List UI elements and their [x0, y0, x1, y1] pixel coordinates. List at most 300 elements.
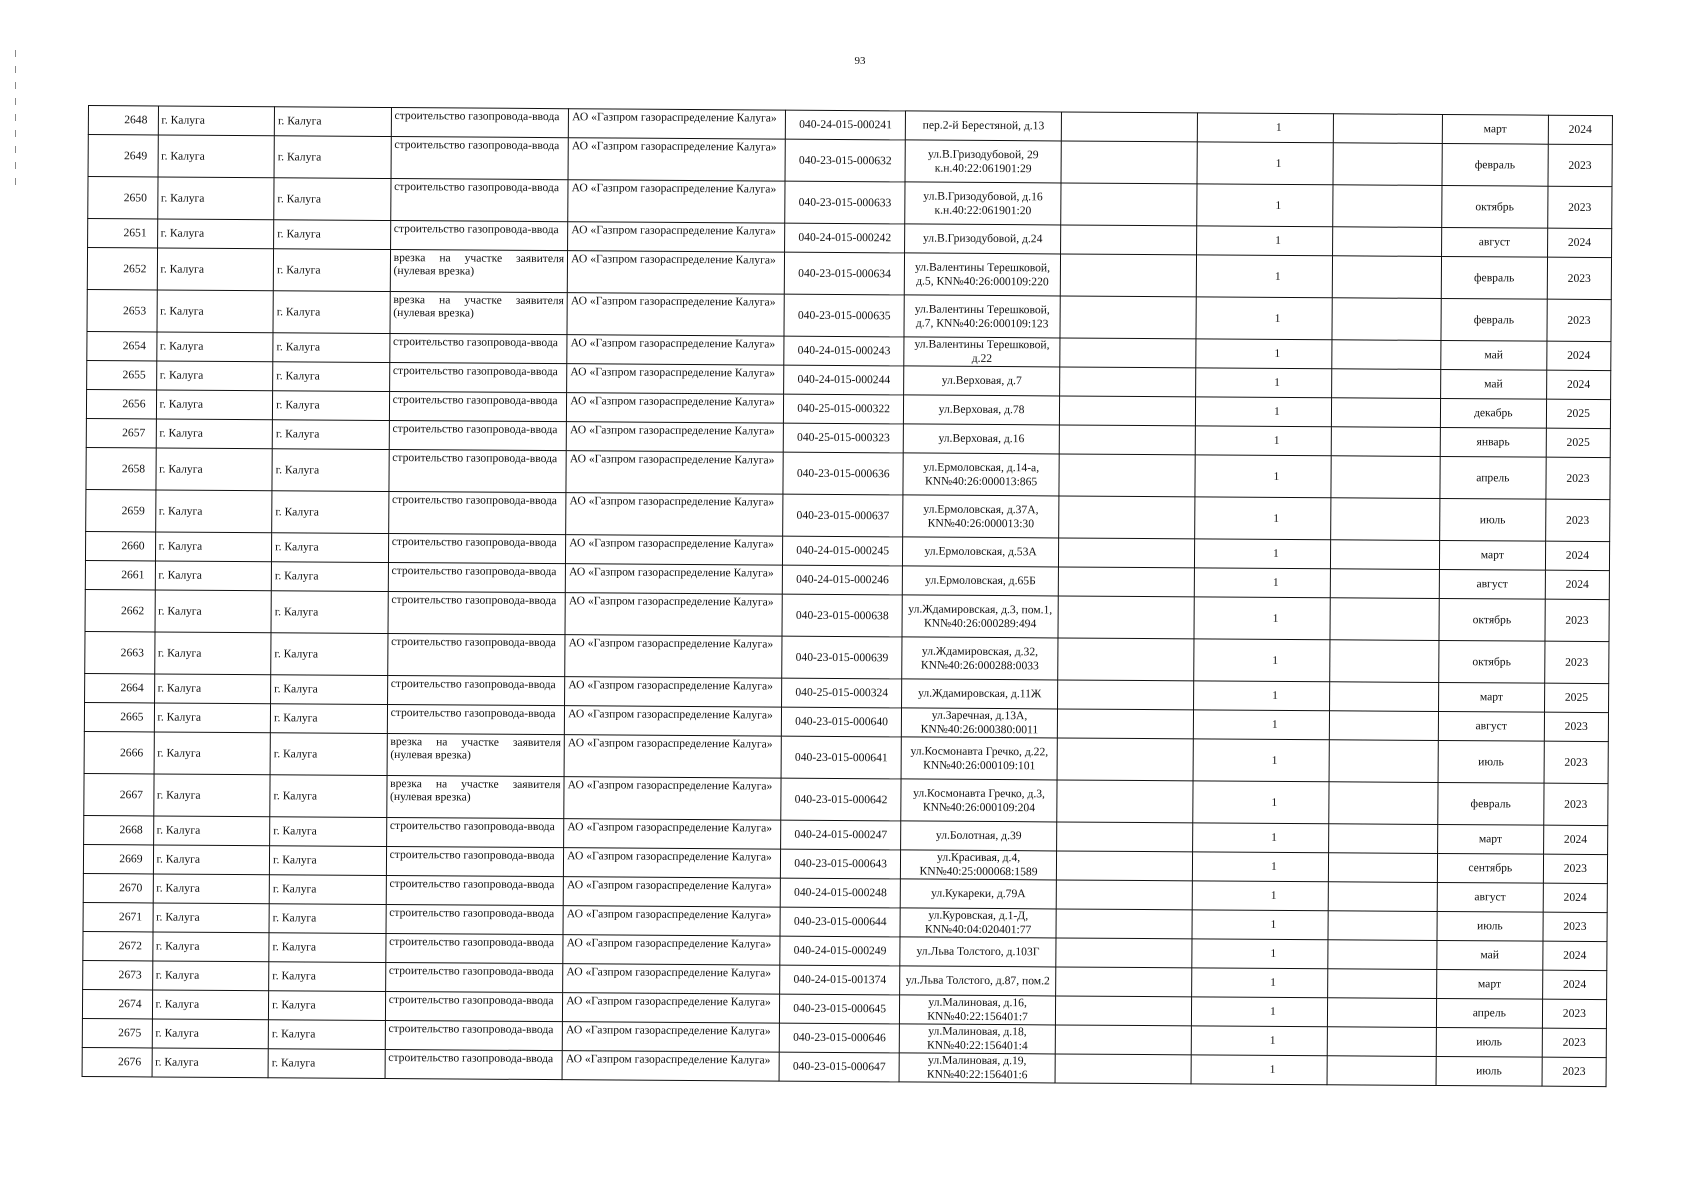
- year-cell: 2023: [1543, 854, 1607, 883]
- month-cell: июль: [1438, 740, 1544, 783]
- count-cell: 1: [1193, 710, 1329, 740]
- organization-cell: АО «Газпром газораспределение Калуга»: [568, 222, 785, 252]
- city-cell: г. Калуга: [153, 903, 270, 933]
- settlement-cell: г. Калуга: [269, 933, 386, 963]
- empty-cell: [1057, 709, 1193, 739]
- address-cell: ул.В.Гризодубовой, д.16 к.н.40:22:061901:20: [905, 182, 1061, 225]
- settlement-cell: г. Калуга: [270, 817, 387, 847]
- empty-cell: [1056, 909, 1192, 939]
- organization-cell: АО «Газпром газораспределение Калуга»: [566, 535, 783, 565]
- row-number: 2672: [83, 931, 153, 960]
- organization-cell: АО «Газпром газораспределение Калуга»: [564, 777, 781, 820]
- application-code-cell: 040-23-015-000641: [781, 736, 901, 779]
- empty-cell: [1329, 711, 1438, 741]
- work-type-cell: врезка на участке заявителя (нулевая врезка): [390, 250, 568, 293]
- city-cell: г. Калуга: [155, 590, 272, 633]
- city-cell: г. Калуга: [156, 390, 273, 420]
- empty-cell: [1060, 367, 1196, 397]
- month-cell: июль: [1436, 1056, 1542, 1086]
- count-cell: 1: [1192, 852, 1328, 882]
- work-type-cell: строительство газопровода-ввода: [391, 108, 569, 138]
- application-code-cell: 040-23-015-000646: [779, 1023, 899, 1053]
- empty-cell: [1060, 254, 1196, 297]
- count-cell: 1: [1193, 781, 1329, 824]
- empty-cell: [1056, 967, 1192, 997]
- row-number: 2673: [83, 960, 153, 989]
- row-number: 2656: [86, 389, 156, 418]
- organization-cell: АО «Газпром газораспределение Калуга»: [568, 180, 785, 223]
- count-cell: 1: [1192, 968, 1328, 998]
- empty-cell: [1330, 498, 1439, 541]
- year-cell: 2023: [1547, 186, 1612, 228]
- empty-cell: [1060, 296, 1196, 339]
- organization-cell: АО «Газпром газораспределение Калуга»: [564, 735, 781, 778]
- empty-cell: [1057, 851, 1193, 881]
- address-cell: ул.Красивая, д.4, КN№40:25:000068:1589: [900, 850, 1056, 880]
- month-cell: август: [1438, 711, 1544, 741]
- year-cell: 2023: [1547, 257, 1612, 299]
- month-cell: июль: [1436, 1027, 1542, 1057]
- address-cell: ул.Малиновая, д.18, КN№40:22:156401:4: [899, 1024, 1055, 1054]
- row-number: 2668: [84, 815, 154, 844]
- address-cell: ул.В.Гризодубовой, д.24: [905, 224, 1061, 254]
- settlement-cell: г. Калуга: [271, 562, 388, 592]
- work-type-cell: строительство газопровода-ввода: [385, 933, 563, 963]
- year-cell: 2023: [1542, 1028, 1606, 1057]
- city-cell: г. Калуга: [154, 674, 271, 704]
- empty-cell: [1331, 456, 1440, 499]
- work-type-cell: врезка на участке заявителя (нулевая врезка): [387, 733, 565, 776]
- organization-cell: АО «Газпром газораспределение Калуга»: [565, 635, 782, 678]
- year-cell: 2023: [1542, 1057, 1606, 1086]
- year-cell: 2025: [1546, 428, 1610, 457]
- application-code-cell: 040-25-015-000322: [784, 394, 904, 424]
- address-cell: ул.Валентины Терешковой, д.7, КN№40:26:000109:123: [904, 295, 1060, 338]
- empty-cell: [1328, 911, 1437, 941]
- application-code-cell: 040-23-015-000639: [782, 636, 902, 679]
- organization-cell: АО «Газпром газораспределение Калуга»: [563, 877, 780, 907]
- settlement-cell: г. Калуга: [268, 1049, 385, 1079]
- address-cell: ул.Валентины Терешковой, д.5, КN№40:26:000109:220: [904, 253, 1060, 296]
- settlement-cell: г. Калуга: [273, 249, 390, 292]
- empty-cell: [1332, 227, 1441, 257]
- empty-cell: [1331, 398, 1440, 428]
- work-type-cell: строительство газопровода-ввода: [389, 450, 567, 493]
- empty-cell: [1061, 183, 1197, 226]
- empty-cell: [1327, 1027, 1436, 1057]
- settlement-cell: г. Калуга: [271, 633, 388, 676]
- organization-cell: АО «Газпром газораспределение Калуга»: [567, 393, 784, 423]
- month-cell: июль: [1437, 911, 1543, 941]
- application-code-cell: 040-23-015-000632: [785, 139, 905, 182]
- address-cell: ул.Болотная, д.39: [901, 821, 1057, 851]
- settlement-cell: г. Калуга: [269, 875, 386, 905]
- application-code-cell: 040-23-015-000642: [781, 778, 901, 821]
- count-cell: 1: [1191, 1055, 1327, 1085]
- empty-cell: [1059, 496, 1195, 539]
- application-code-cell: 040-23-015-000637: [783, 494, 903, 537]
- settlement-cell: г. Калуга: [269, 991, 386, 1021]
- month-cell: март: [1436, 969, 1542, 999]
- settlement-cell: г. Калуга: [273, 362, 390, 392]
- settlement-cell: г. Калуга: [274, 136, 391, 179]
- count-cell: 1: [1191, 997, 1327, 1027]
- table-body: [82, 106, 1612, 1087]
- empty-cell: [1328, 940, 1437, 970]
- organization-cell: АО «Газпром газораспределение Калуга»: [562, 1051, 779, 1081]
- settlement-cell: г. Калуга: [272, 533, 389, 563]
- row-number: 2660: [85, 531, 155, 560]
- city-cell: г. Калуга: [157, 290, 274, 333]
- empty-cell: [1058, 596, 1194, 639]
- application-code-cell: 040-23-015-000647: [779, 1052, 899, 1082]
- address-cell: ул.Ермоловская, д.53А: [902, 537, 1058, 567]
- work-type-cell: врезка на участке заявителя (нулевая врезка): [386, 775, 564, 818]
- organization-cell: АО «Газпром газораспределение Калуга»: [562, 1022, 779, 1052]
- row-number: 2670: [83, 873, 153, 902]
- work-type-cell: строительство газопровода-ввода: [385, 1049, 563, 1079]
- page-number: 93: [854, 55, 866, 67]
- settlement-cell: г. Калуга: [273, 291, 390, 334]
- city-cell: г. Калуга: [154, 632, 271, 675]
- organization-cell: АО «Газпром газораспределение Калуга»: [563, 993, 780, 1023]
- work-type-cell: строительство газопровода-ввода: [389, 334, 567, 364]
- city-cell: г. Калуга: [152, 990, 269, 1020]
- settlement-cell: г. Калуга: [271, 675, 388, 705]
- work-type-cell: строительство газопровода-ввода: [389, 392, 567, 422]
- count-cell: 1: [1192, 939, 1328, 969]
- address-cell: ул.Валентины Терешковой, д.22: [904, 337, 1060, 367]
- city-cell: г. Калуга: [153, 874, 270, 904]
- work-type-cell: строительство газопровода-ввода: [390, 221, 568, 251]
- count-cell: 1: [1196, 339, 1332, 369]
- count-cell: 1: [1195, 455, 1331, 498]
- month-cell: март: [1442, 114, 1548, 144]
- empty-cell: [1060, 396, 1196, 426]
- year-cell: 2024: [1543, 883, 1607, 912]
- work-type-cell: строительство газопровода-ввода: [386, 904, 564, 934]
- settlement-cell: г. Калуга: [274, 107, 391, 137]
- row-number: 2664: [85, 673, 155, 702]
- city-cell: г. Калуга: [156, 332, 273, 362]
- row-number: 2648: [88, 106, 158, 135]
- empty-cell: [1057, 738, 1193, 781]
- application-code-cell: 040-23-015-000640: [782, 707, 902, 737]
- empty-cell: [1060, 338, 1196, 368]
- row-number: 2652: [87, 248, 157, 290]
- work-type-cell: строительство газопровода-ввода: [388, 492, 566, 535]
- city-cell: г. Калуга: [155, 532, 272, 562]
- city-cell: г. Калуга: [157, 219, 274, 249]
- application-code-cell: 040-23-015-000635: [784, 294, 904, 337]
- scan-margin-marks: [14, 50, 18, 210]
- city-cell: г. Калуга: [153, 816, 270, 846]
- application-code-cell: 040-24-015-000248: [780, 878, 900, 908]
- address-cell: ул.Малиновая, д.16, КN№40:22:156401:7: [899, 995, 1055, 1025]
- organization-cell: АО «Газпром газораспределение Калуга»: [564, 819, 781, 849]
- empty-cell: [1056, 938, 1192, 968]
- count-cell: 1: [1197, 113, 1333, 143]
- application-code-cell: 040-24-015-000241: [786, 110, 906, 140]
- gas-connection-table: [82, 105, 1613, 1087]
- row-number: 2675: [82, 1018, 152, 1047]
- row-number: 2662: [85, 589, 155, 631]
- count-cell: 1: [1194, 597, 1330, 640]
- year-cell: 2024: [1548, 115, 1612, 144]
- year-cell: 2024: [1543, 941, 1607, 970]
- row-number: 2676: [82, 1047, 152, 1076]
- month-cell: февраль: [1441, 256, 1547, 299]
- settlement-cell: г. Калуга: [270, 733, 387, 776]
- work-type-cell: строительство газопровода-ввода: [387, 633, 565, 676]
- address-cell: ул.Льва Толстого, д.103Г: [900, 937, 1056, 967]
- organization-cell: АО «Газпром газораспределение Калуга»: [565, 677, 782, 707]
- empty-cell: [1332, 298, 1441, 341]
- count-cell: 1: [1194, 539, 1330, 569]
- application-code-cell: 040-23-015-000638: [782, 594, 902, 637]
- empty-cell: [1055, 1025, 1191, 1055]
- empty-cell: [1058, 638, 1194, 681]
- work-type-cell: строительство газопровода-ввода: [387, 704, 565, 734]
- empty-cell: [1058, 567, 1194, 597]
- city-cell: г. Калуга: [152, 961, 269, 991]
- city-cell: г. Калуга: [152, 1019, 269, 1049]
- count-cell: 1: [1192, 881, 1328, 911]
- city-cell: г. Калуга: [156, 361, 273, 391]
- month-cell: октябрь: [1439, 598, 1545, 641]
- work-type-cell: строительство газопровода-ввода: [390, 179, 568, 222]
- organization-cell: АО «Газпром газораспределение Калуга»: [568, 109, 785, 139]
- year-cell: 2023: [1547, 299, 1612, 341]
- application-code-cell: 040-24-015-000243: [784, 336, 904, 366]
- year-cell: 2023: [1544, 741, 1609, 783]
- address-cell: ул.Кукареки, д.79А: [900, 879, 1056, 909]
- month-cell: апрель: [1436, 998, 1542, 1028]
- application-code-cell: 040-23-015-000634: [785, 252, 905, 295]
- application-code-cell: 040-24-015-000247: [781, 820, 901, 850]
- count-cell: 1: [1193, 681, 1329, 711]
- address-cell: ул.Космонавта Гречко, д.3, КN№40:26:000109:204: [901, 779, 1057, 822]
- organization-cell: АО «Газпром газораспределение Калуга»: [568, 138, 785, 181]
- work-type-cell: строительство газопровода-ввода: [386, 846, 564, 876]
- organization-cell: АО «Газпром газораспределение Калуга»: [565, 706, 782, 736]
- settlement-cell: г. Калуга: [270, 775, 387, 818]
- empty-cell: [1056, 880, 1192, 910]
- work-type-cell: строительство газопровода-ввода: [391, 137, 569, 180]
- empty-cell: [1332, 340, 1441, 370]
- organization-cell: АО «Газпром газораспределение Калуга»: [563, 964, 780, 994]
- month-cell: август: [1441, 227, 1547, 257]
- count-cell: 1: [1197, 226, 1333, 256]
- row-number: 2657: [86, 418, 156, 447]
- work-type-cell: строительство газопровода-ввода: [385, 991, 563, 1021]
- year-cell: 2025: [1546, 399, 1610, 428]
- address-cell: ул.Космонавта Гречко, д.22, КN№40:26:000109:101: [901, 737, 1057, 780]
- organization-cell: АО «Газпром газораспределение Калуга»: [563, 935, 780, 965]
- settlement-cell: г. Калуга: [272, 420, 389, 450]
- count-cell: 1: [1197, 142, 1333, 185]
- empty-cell: [1329, 740, 1438, 783]
- organization-cell: АО «Газпром газораспределение Калуга»: [565, 564, 782, 594]
- work-type-cell: строительство газопровода-ввода: [388, 591, 566, 634]
- month-cell: май: [1440, 369, 1546, 399]
- organization-cell: АО «Газпром газораспределение Калуга»: [565, 593, 782, 636]
- year-cell: 2023: [1545, 599, 1610, 641]
- month-cell: апрель: [1440, 456, 1546, 499]
- year-cell: 2023: [1543, 912, 1607, 941]
- city-cell: г. Калуга: [158, 106, 275, 136]
- month-cell: сентябрь: [1437, 853, 1543, 883]
- month-cell: октябрь: [1439, 640, 1545, 683]
- document-sheet: [82, 105, 1613, 1087]
- settlement-cell: г. Калуга: [270, 704, 387, 734]
- settlement-cell: г. Калуга: [271, 591, 388, 634]
- count-cell: 1: [1197, 184, 1333, 227]
- address-cell: ул.Ждамировская, д.32, КN№40:26:000288:0033: [902, 637, 1058, 680]
- empty-cell: [1058, 680, 1194, 710]
- application-code-cell: 040-23-015-000644: [780, 907, 900, 937]
- city-cell: г. Калуга: [154, 703, 271, 733]
- city-cell: г. Калуга: [155, 490, 272, 533]
- address-cell: ул.Куровская, д.1-Д, КN№40:04:020401:77: [900, 908, 1056, 938]
- row-number: 2650: [88, 177, 158, 219]
- month-cell: январь: [1440, 427, 1546, 457]
- empty-cell: [1327, 969, 1436, 999]
- organization-cell: АО «Газпром газораспределение Калуга»: [564, 848, 781, 878]
- empty-cell: [1330, 598, 1439, 641]
- empty-cell: [1330, 540, 1439, 570]
- organization-cell: АО «Газпром газораспределение Калуга»: [567, 251, 784, 294]
- month-cell: март: [1438, 682, 1544, 712]
- organization-cell: АО «Газпром газораспределение Калуга»: [567, 364, 784, 394]
- address-cell: ул.Ермоловская, д.37А, КN№40:26:000013:30: [903, 495, 1059, 538]
- empty-cell: [1329, 682, 1438, 712]
- application-code-cell: 040-23-015-000645: [780, 994, 900, 1024]
- organization-cell: АО «Газпром газораспределение Калуга»: [563, 906, 780, 936]
- address-cell: ул.Ермоловская, д.14-а, КN№40:26:000013:865: [903, 453, 1059, 496]
- year-cell: 2023: [1548, 144, 1613, 186]
- city-cell: г. Калуга: [157, 248, 274, 291]
- year-cell: 2024: [1547, 341, 1611, 370]
- empty-cell: [1059, 538, 1195, 568]
- empty-cell: [1057, 780, 1193, 823]
- row-number: 2649: [88, 135, 158, 177]
- count-cell: 1: [1193, 823, 1329, 853]
- settlement-cell: г. Калуга: [269, 846, 386, 876]
- address-cell: ул.В.Гризодубовой, 29 к.н.40:22:061901:29: [905, 140, 1061, 183]
- row-number: 2654: [87, 331, 157, 360]
- city-cell: г. Калуга: [154, 732, 271, 775]
- row-number: 2658: [86, 447, 156, 489]
- count-cell: 1: [1191, 1026, 1327, 1056]
- empty-cell: [1329, 640, 1438, 683]
- month-cell: февраль: [1441, 298, 1547, 341]
- address-cell: пер.2-й Берестяной, д.13: [905, 111, 1061, 141]
- settlement-cell: г. Калуга: [274, 178, 391, 221]
- empty-cell: [1327, 1056, 1436, 1086]
- month-cell: август: [1439, 569, 1545, 599]
- work-type-cell: строительство газопровода-ввода: [389, 363, 567, 393]
- settlement-cell: г. Калуга: [268, 1020, 385, 1050]
- work-type-cell: строительство газопровода-ввода: [389, 421, 567, 451]
- empty-cell: [1330, 569, 1439, 599]
- city-cell: г. Калуга: [153, 774, 270, 817]
- address-cell: ул.Ждамировская, д.3, пом.1, КN№40:26:000289:494: [902, 595, 1058, 638]
- work-type-cell: врезка на участке заявителя (нулевая врезка): [390, 292, 568, 335]
- row-number: 2671: [83, 902, 153, 931]
- application-code-cell: 040-25-015-000324: [782, 678, 902, 708]
- month-cell: август: [1437, 882, 1543, 912]
- count-cell: 1: [1195, 426, 1331, 456]
- work-type-cell: строительство газопровода-ввода: [385, 1020, 563, 1050]
- settlement-cell: г. Калуга: [272, 449, 389, 492]
- empty-cell: [1333, 185, 1442, 228]
- application-code-cell: 040-23-015-000636: [783, 452, 903, 495]
- empty-cell: [1328, 882, 1437, 912]
- work-type-cell: строительство газопровода-ввода: [386, 875, 564, 905]
- empty-cell: [1329, 782, 1438, 825]
- work-type-cell: строительство газопровода-ввода: [387, 675, 565, 705]
- row-number: 2666: [84, 731, 154, 773]
- application-code-cell: 040-24-015-000246: [783, 565, 903, 595]
- empty-cell: [1059, 425, 1195, 455]
- address-cell: ул.Верховая, д.16: [903, 424, 1059, 454]
- empty-cell: [1056, 996, 1192, 1026]
- month-cell: февраль: [1438, 782, 1544, 825]
- empty-cell: [1061, 225, 1197, 255]
- row-number: 2669: [83, 844, 153, 873]
- city-cell: г. Калуга: [152, 932, 269, 962]
- empty-cell: [1332, 256, 1441, 299]
- count-cell: 1: [1196, 255, 1332, 298]
- month-cell: декабрь: [1440, 398, 1546, 428]
- empty-cell: [1328, 824, 1437, 854]
- application-code-cell: 040-24-015-000242: [785, 223, 905, 253]
- count-cell: 1: [1196, 368, 1332, 398]
- application-code-cell: 040-24-015-001374: [780, 965, 900, 995]
- application-code-cell: 040-25-015-000323: [783, 423, 903, 453]
- empty-cell: [1059, 454, 1195, 497]
- organization-cell: АО «Газпром газораспределение Калуга»: [566, 451, 783, 494]
- year-cell: 2024: [1545, 570, 1609, 599]
- empty-cell: [1057, 822, 1193, 852]
- settlement-cell: г. Калуга: [272, 491, 389, 534]
- year-cell: 2023: [1544, 783, 1609, 825]
- settlement-cell: г. Калуга: [274, 220, 391, 250]
- work-type-cell: строительство газопровода-ввода: [388, 534, 566, 564]
- year-cell: 2024: [1547, 228, 1611, 257]
- row-number: 2665: [84, 702, 154, 731]
- year-cell: 2023: [1544, 641, 1609, 683]
- empty-cell: [1061, 112, 1197, 142]
- empty-cell: [1331, 427, 1440, 457]
- empty-cell: [1333, 114, 1442, 144]
- address-cell: ул.Заречная, д.13А, КN№40:26:000380:0011: [901, 708, 1057, 738]
- settlement-cell: г. Калуга: [272, 391, 389, 421]
- count-cell: 1: [1195, 497, 1331, 540]
- settlement-cell: г. Калуга: [269, 962, 386, 992]
- address-cell: ул.Верховая, д.7: [904, 366, 1060, 396]
- settlement-cell: г. Калуга: [269, 904, 386, 934]
- row-number: 2663: [85, 631, 155, 673]
- count-cell: 1: [1193, 739, 1329, 782]
- organization-cell: АО «Газпром газораспределение Калуга»: [567, 293, 784, 336]
- work-type-cell: строительство газопровода-ввода: [386, 817, 564, 847]
- count-cell: 1: [1194, 568, 1330, 598]
- count-cell: 1: [1192, 910, 1328, 940]
- row-number: 2674: [82, 989, 152, 1018]
- row-number: 2667: [84, 773, 154, 815]
